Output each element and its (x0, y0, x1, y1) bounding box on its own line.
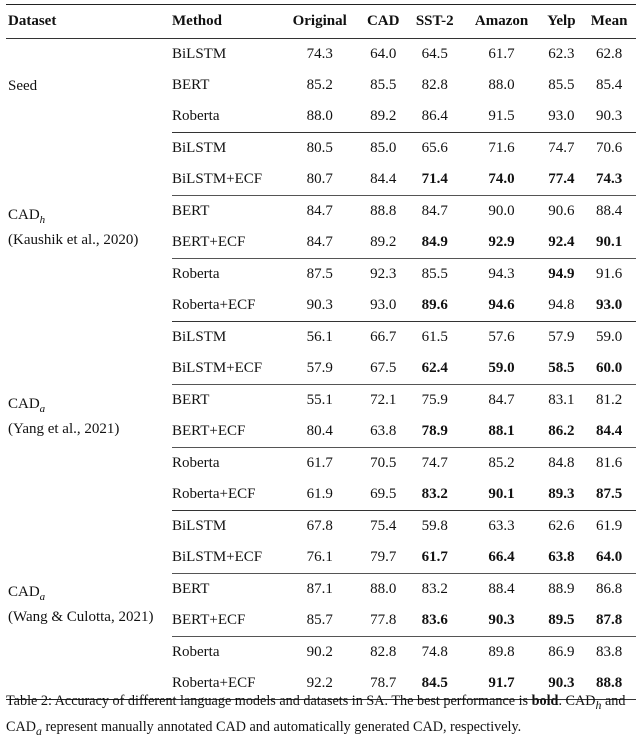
table-row (6, 322, 636, 354)
value-cell: 90.0 (488, 203, 515, 219)
value-cell: 89.5 (541, 605, 583, 637)
dataset-name: $CAD_h$ (8, 206, 46, 226)
value-cell: 80.5 (306, 140, 333, 156)
value-cell: 94.3 (488, 266, 515, 282)
dataset-citation: (Wang & Culotta, 2021) (8, 609, 154, 626)
value-cell: 79.7 (359, 542, 407, 574)
value-cell: 90.1 (582, 227, 636, 259)
caption-sub-h: h (595, 697, 602, 712)
caption-bold-word: bold (531, 693, 559, 709)
value-cell: 85.5 (421, 266, 448, 282)
value-cell: 91.5 (462, 101, 540, 133)
value-cell: 83.8 (595, 644, 623, 660)
value-cell: 64.5 (421, 46, 448, 62)
method-cell: BERT+ECF (172, 227, 280, 259)
dataset-citation: (Yang et al., 2021) (8, 420, 120, 437)
header-yelp: Yelp (541, 5, 583, 39)
value-cell: 84.9 (407, 227, 462, 259)
value-cell: 84.4 (359, 164, 407, 196)
dataset-name: $CAD_a$ (8, 395, 46, 415)
value-cell: 88.9 (548, 581, 575, 597)
value-cell: 78.7 (359, 668, 407, 700)
value-cell: 85.2 (306, 77, 333, 93)
value-cell: 85.7 (280, 605, 359, 637)
value-cell: 90.3 (541, 668, 583, 700)
value-cell: 89.6 (407, 290, 462, 322)
value-cell: 85.5 (548, 77, 575, 93)
value-cell: 69.5 (359, 479, 407, 511)
value-cell: 62.8 (595, 46, 623, 62)
dataset-cell (6, 322, 172, 511)
value-cell: 75.9 (421, 392, 448, 408)
method-cell: BERT (172, 77, 210, 93)
method-cell: Roberta (172, 266, 220, 282)
value-cell: 93.0 (541, 101, 583, 133)
value-cell: 61.9 (595, 518, 623, 534)
header-original: Original (280, 5, 359, 39)
value-cell: 94.9 (548, 266, 575, 282)
method-cell: Roberta (172, 644, 220, 660)
value-cell: 61.7 (407, 542, 462, 574)
value-cell: 66.4 (462, 542, 540, 574)
value-cell: 63.3 (488, 518, 515, 534)
table-row (6, 39, 636, 71)
value-cell: 84.7 (280, 227, 359, 259)
value-cell: 84.7 (421, 203, 448, 219)
value-cell: 88.8 (370, 203, 397, 219)
value-cell: 83.2 (407, 479, 462, 511)
value-cell: 76.1 (280, 542, 359, 574)
header-dataset: Dataset (6, 5, 172, 39)
value-cell: 89.3 (541, 479, 583, 511)
value-cell: 56.1 (306, 329, 333, 345)
value-cell: 64.0 (582, 542, 636, 574)
caption-prefix: Table 2: Accuracy of different language models and datasets in SA. The best performance is (6, 693, 532, 709)
value-cell: 90.2 (306, 644, 333, 660)
method-cell: BERT (172, 392, 210, 408)
value-cell: 65.6 (421, 140, 448, 156)
value-cell: 88.4 (488, 581, 515, 597)
value-cell: 85.5 (370, 77, 397, 93)
value-cell: 59.0 (595, 329, 623, 345)
value-cell: 91.7 (462, 668, 540, 700)
header-cad: CAD (359, 5, 407, 39)
value-cell: 74.7 (548, 140, 575, 156)
value-cell: 87.1 (306, 581, 333, 597)
value-cell: 92.3 (370, 266, 397, 282)
value-cell: 84.5 (407, 668, 462, 700)
value-cell: 88.0 (280, 101, 359, 133)
method-cell: BERT+ECF (172, 605, 280, 637)
value-cell: 82.8 (370, 644, 397, 660)
value-cell: 92.9 (462, 227, 540, 259)
value-cell: 61.9 (280, 479, 359, 511)
value-cell: 77.4 (541, 164, 583, 196)
method-cell: BERT (172, 581, 210, 597)
value-cell: 57.9 (548, 329, 575, 345)
value-cell: 91.6 (595, 266, 623, 282)
method-cell: BERT+ECF (172, 416, 280, 448)
method-cell: BERT (172, 203, 210, 219)
method-cell: BiLSTM+ECF (172, 164, 280, 196)
value-cell: 72.1 (370, 392, 397, 408)
method-cell: BiLSTM (172, 46, 227, 62)
value-cell: 55.1 (306, 392, 333, 408)
value-cell: 92.4 (541, 227, 583, 259)
value-cell: 89.2 (359, 227, 407, 259)
caption-and: and CAD (6, 693, 626, 735)
value-cell: 60.0 (582, 353, 636, 385)
value-cell: 62.4 (407, 353, 462, 385)
dataset-citation: (Kaushik et al., 2020) (8, 231, 139, 248)
value-cell: 88.4 (595, 203, 623, 219)
table-header-row (6, 5, 636, 39)
value-cell: 94.8 (541, 290, 583, 322)
method-cell: BiLSTM (172, 518, 227, 534)
value-cell: 80.7 (280, 164, 359, 196)
value-cell: 82.8 (421, 77, 448, 93)
value-cell: 92.2 (280, 668, 359, 700)
method-cell: Roberta (172, 455, 220, 471)
value-cell: 78.9 (407, 416, 462, 448)
method-cell: BiLSTM (172, 140, 227, 156)
value-cell: 88.1 (462, 416, 540, 448)
value-cell: 74.3 (582, 164, 636, 196)
header-method: Method (172, 5, 280, 39)
value-cell: 70.5 (370, 455, 397, 471)
dataset-name: Seed (8, 77, 38, 94)
value-cell: 86.9 (548, 644, 575, 660)
value-cell: 57.9 (280, 353, 359, 385)
value-cell: 85.2 (488, 455, 515, 471)
value-cell: 87.5 (306, 266, 333, 282)
method-cell: Roberta (172, 101, 280, 133)
table-row (6, 511, 636, 543)
dataset-cell (6, 133, 172, 322)
value-cell: 83.1 (548, 392, 575, 408)
value-cell: 90.3 (582, 101, 636, 133)
value-cell: 75.4 (370, 518, 397, 534)
value-cell: 63.8 (541, 542, 583, 574)
value-cell: 83.6 (407, 605, 462, 637)
value-cell: 90.3 (280, 290, 359, 322)
method-cell: BiLSTM (172, 329, 227, 345)
caption-sub-a: a (35, 723, 42, 738)
value-cell: 59.0 (462, 353, 540, 385)
value-cell: 74.0 (462, 164, 540, 196)
value-cell: 89.8 (488, 644, 515, 660)
value-cell: 93.0 (359, 290, 407, 322)
value-cell: 74.7 (421, 455, 448, 471)
value-cell: 88.0 (488, 77, 515, 93)
header-amazon: Amazon (462, 5, 540, 39)
dataset-cell (6, 511, 172, 700)
value-cell: 83.2 (421, 581, 448, 597)
results-table (6, 4, 636, 700)
table-caption (6, 690, 636, 742)
caption-suffix: represent manually annotated CAD and automatically generated CAD, respectively. (41, 718, 522, 735)
value-cell: 61.7 (488, 46, 515, 62)
value-cell: 84.4 (582, 416, 636, 448)
value-cell: 71.4 (407, 164, 462, 196)
value-cell: 84.7 (488, 392, 515, 408)
table-row (6, 133, 636, 165)
value-cell: 74.8 (421, 644, 448, 660)
value-cell: 63.8 (359, 416, 407, 448)
value-cell: 81.6 (595, 455, 623, 471)
value-cell: 62.3 (548, 46, 575, 62)
value-cell: 59.8 (421, 518, 448, 534)
method-cell: BiLSTM+ECF (172, 542, 280, 574)
value-cell: 84.7 (306, 203, 333, 219)
method-cell: Roberta+ECF (172, 290, 280, 322)
value-cell: 66.7 (370, 329, 397, 345)
value-cell: 77.8 (359, 605, 407, 637)
value-cell: 85.4 (595, 77, 623, 93)
value-cell: 61.7 (306, 455, 333, 471)
value-cell: 87.8 (582, 605, 636, 637)
header-sst2: SST-2 (407, 5, 462, 39)
value-cell: 90.6 (548, 203, 575, 219)
caption-mid: . CAD (558, 693, 596, 709)
value-cell: 61.5 (421, 329, 448, 345)
value-cell: 71.6 (488, 140, 515, 156)
value-cell: 80.4 (280, 416, 359, 448)
value-cell: 87.5 (582, 479, 636, 511)
table-body (6, 39, 636, 700)
value-cell: 67.8 (306, 518, 333, 534)
value-cell: 88.0 (370, 581, 397, 597)
value-cell: 89.2 (359, 101, 407, 133)
value-cell: 86.8 (595, 581, 623, 597)
header-mean: Mean (582, 5, 636, 39)
value-cell: 64.0 (370, 46, 397, 62)
method-cell: Roberta+ECF (172, 668, 280, 700)
value-cell: 81.2 (595, 392, 623, 408)
value-cell: 58.5 (541, 353, 583, 385)
value-cell: 86.2 (541, 416, 583, 448)
method-cell: Roberta+ECF (172, 479, 280, 511)
value-cell: 74.3 (306, 46, 333, 62)
value-cell: 85.0 (370, 140, 397, 156)
value-cell: 70.6 (595, 140, 623, 156)
dataset-name: $CAD_a$ (8, 584, 46, 604)
method-cell: BiLSTM+ECF (172, 353, 280, 385)
value-cell: 67.5 (359, 353, 407, 385)
value-cell: 84.8 (548, 455, 575, 471)
value-cell: 62.6 (548, 518, 575, 534)
value-cell: 93.0 (582, 290, 636, 322)
value-cell: 90.3 (462, 605, 540, 637)
value-cell: 57.6 (488, 329, 515, 345)
value-cell: 86.4 (407, 101, 462, 133)
value-cell: 88.8 (582, 668, 636, 700)
value-cell: 90.1 (462, 479, 540, 511)
dataset-cell (6, 39, 172, 133)
value-cell: 94.6 (462, 290, 540, 322)
